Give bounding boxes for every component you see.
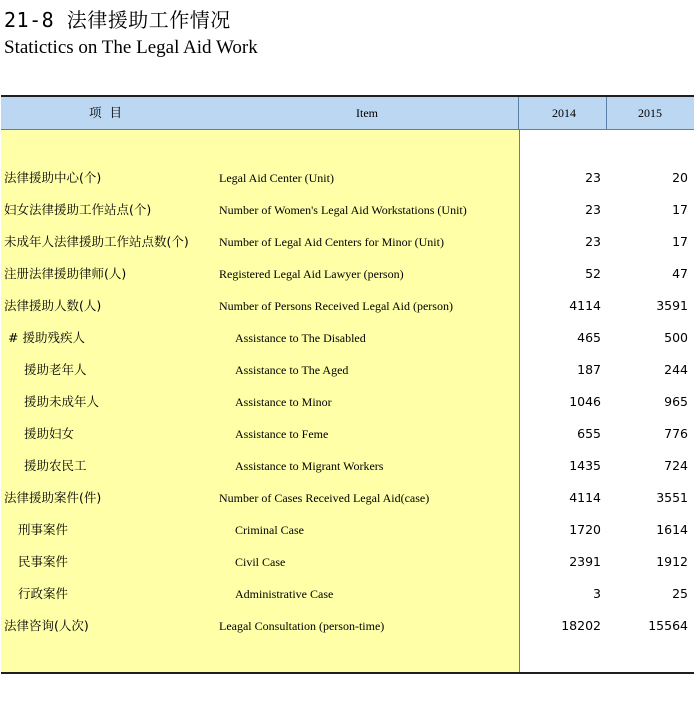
table-row [0,394,694,426]
row-label-cn: 未成年人法律援助工作站点数(个) [4,234,189,249]
table-row [0,362,694,394]
row-label-en: Assistance to Minor [235,395,332,409]
table-row [0,330,694,362]
cell-2015: 244 [664,362,688,377]
cell-2014: 23 [585,202,601,217]
cell-2015: 17 [672,234,688,249]
row-label-cn: 刑事案件 [18,522,69,537]
cell-2015: 47 [672,266,688,281]
row-label-en: Criminal Case [235,523,304,537]
cell-2014: 23 [585,234,601,249]
cell-2014: 655 [577,426,601,441]
cell-2014: 4114 [569,490,601,505]
header-divider [606,97,607,129]
table-bottom-rule [1,672,694,674]
cell-2014: 1046 [569,394,601,409]
cell-2015: 17 [672,202,688,217]
cell-2014: 3 [593,586,601,601]
row-label-cn: 援助老年人 [24,362,87,377]
row-label-en: Number of Women's Legal Aid Workstations (Unit) [219,203,467,217]
table-header [1,97,694,130]
cell-2015: 776 [664,426,688,441]
header-divider [518,97,519,129]
table-row [0,266,694,298]
cell-2015: 965 [664,394,688,409]
row-label-en: Administrative Case [235,587,334,601]
table-row [0,522,694,554]
row-label-en: Number of Legal Aid Centers for Minor (Unit) [219,235,444,249]
header-item-en: Item [356,106,378,120]
row-label-cn: 援助未成年人 [24,394,100,409]
table-row [0,234,694,266]
page-title-en: Statictics on The Legal Aid Work [4,37,258,58]
cell-2014: 1435 [569,458,601,473]
table-row [0,554,694,586]
row-label-cn: 法律援助中心(个) [4,170,102,185]
cell-2015: 25 [672,586,688,601]
cell-2014: 52 [585,266,601,281]
cell-2015: 724 [664,458,688,473]
row-label-en: Number of Persons Received Legal Aid (person) [219,299,453,313]
row-label-cn: 行政案件 [18,586,69,601]
cell-2014: 187 [577,362,601,377]
row-label-cn: 妇女法律援助工作站点(个) [4,202,152,217]
row-label-cn: 法律援助案件(件) [4,490,102,505]
row-label-en: Assistance to Feme [235,427,329,441]
cell-2015: 3551 [656,490,688,505]
table-row [0,202,694,234]
table-row [0,586,694,618]
row-label-en: Assistance to The Aged [235,363,349,377]
row-label-cn: 注册法律援助律师(人) [4,266,127,281]
cell-2014: 2391 [569,554,601,569]
cell-2015: 1614 [656,522,688,537]
row-label-en: Number of Cases Received Legal Aid(case) [219,491,430,505]
row-label-en: Assistance to Migrant Workers [235,459,384,473]
row-label-cn: 法律援助人数(人) [4,298,102,313]
row-label-cn: # 援助残疾人 [8,330,85,345]
row-label-en: Legal Aid Center (Unit) [219,171,334,185]
header-item-cn: 项 目 [89,105,124,120]
page-title-cn: 21-8 法律援助工作情况 [4,8,231,32]
row-label-en: Leagal Consultation (person-time) [219,619,385,633]
row-label-cn: 法律咨询(人次) [4,618,89,633]
table-row [0,426,694,458]
header-year-2015: 2015 [638,106,662,120]
row-label-cn: 援助农民工 [24,458,87,473]
cell-2014: 4114 [569,298,601,313]
row-label-en: Assistance to The Disabled [235,331,366,345]
cell-2015: 1912 [656,554,688,569]
row-label-en: Civil Case [235,555,286,569]
header-year-2014: 2014 [552,106,576,120]
row-label-en: Registered Legal Aid Lawyer (person) [219,267,404,281]
cell-2014: 465 [577,330,601,345]
cell-2014: 18202 [561,618,601,633]
cell-2015: 3591 [656,298,688,313]
cell-2015: 20 [672,170,688,185]
table-row [0,298,694,330]
table-row [0,490,694,522]
row-label-cn: 援助妇女 [24,426,75,441]
cell-2014: 23 [585,170,601,185]
table-row [0,170,694,202]
cell-2014: 1720 [569,522,601,537]
table-row [0,618,694,650]
row-label-cn: 民事案件 [18,554,69,569]
cell-2015: 500 [664,330,688,345]
cell-2015: 15564 [648,618,688,633]
table-row [0,458,694,490]
